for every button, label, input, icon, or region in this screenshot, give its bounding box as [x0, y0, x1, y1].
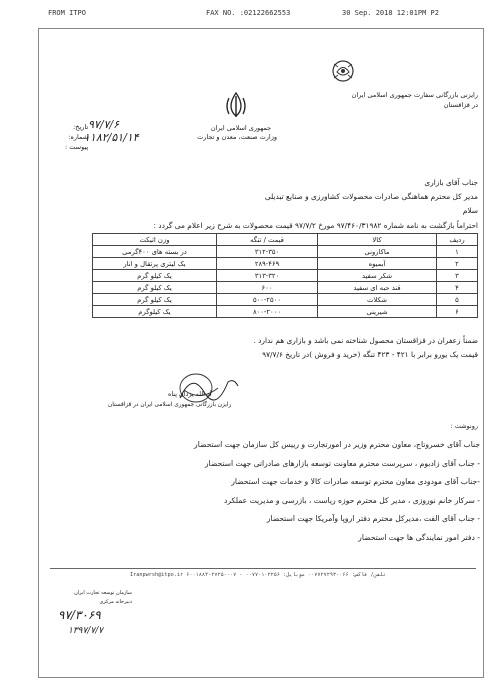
cell-item: ماکارونی: [318, 246, 437, 258]
cc-label: رونوشت :: [450, 422, 478, 430]
right-org-line1: رایزنی بازرگانی سفارت جمهوری اسلامی ایران: [351, 91, 478, 99]
cc-list: [194, 436, 480, 547]
fax-date: 30 Sep. 2018 12:01PM P2: [342, 9, 439, 17]
col-header-price: قیمت / تنگه: [217, 234, 318, 246]
cell-weight: یک کیلو گرم: [93, 270, 217, 282]
cell-weight: یک کیلو گرم: [93, 282, 217, 294]
cc-item: - سرکار خانم نوروزی ، مدیر کل محترم حوزه ریاست ، بازرسی و مدیریت عملکرد: [223, 495, 480, 505]
handwritten-date: ۹۷/۷/۶: [88, 118, 120, 131]
cell-price: ۶۰۰: [217, 282, 318, 294]
recipient-name: جناب آقای بازاری: [424, 178, 478, 187]
cell-weight: یک کیلو گرم: [93, 294, 217, 306]
cell-price: ۳۱۳-۳۲۰: [217, 270, 318, 282]
center-org-line1: جمهوری اسلامی ایران: [210, 124, 272, 132]
cell-item: شکلات: [318, 294, 437, 306]
table-row: [93, 258, 478, 270]
signatory-name: آد الله یزدان پناه: [168, 390, 212, 398]
iran-emblem-icon: [220, 90, 252, 120]
cell-row-number: ۶: [437, 306, 478, 318]
right-org-heading: [352, 90, 478, 110]
fax-number: FAX NO. :02122662553: [206, 9, 291, 17]
stamp-org: سازمان توسعه تجارت ایران: [74, 590, 132, 596]
itpo-emblem-icon: [330, 58, 356, 84]
right-org-line2: در قزاقستان: [443, 101, 478, 109]
footer-divider: [50, 568, 476, 569]
fax-header: [0, 6, 500, 20]
table-row: [93, 246, 478, 258]
cell-price: ۳۱۲-۳۵۰: [217, 246, 318, 258]
cell-item: شکر سفید: [318, 270, 437, 282]
center-org-line2: وزارت صنعت، معدن و تجارت: [197, 133, 277, 141]
footer-contact: Iranpwrsh@itpo.ir تلفن/ فاکس: ۰۰۷۷۲۷۲۹۳۰۰۶۶ موبایل: ۰۰۷۷۰۱۰۲۲۵۶ - ۰۰۷-۲۷۲۵-۶۰۰۱۸۸۴: [130, 572, 387, 578]
cell-weight: یک کیلوگرم: [93, 306, 217, 318]
col-header-row: ردیف: [437, 234, 478, 246]
table-row: [93, 270, 478, 282]
note-euro-rate: قیمت یک یورو برابر با ۴۲۱ - ۴۲۳ تنگه (خرید و فروش )در تاریخ ۹۷/۷/۶: [262, 350, 478, 359]
note-saffron: ضمناً زعفران در قزاقستان محصول شناخته نمی باشد و بازاری هم ندارد .: [253, 336, 478, 345]
signatory-title: رایزن بازرگانی جمهوری اسلامی ایران در قزاقستان: [108, 402, 232, 408]
number-label: شماره:: [68, 133, 89, 141]
fax-from: FROM ITPO: [48, 9, 86, 17]
table-row: [93, 294, 478, 306]
cell-row-number: ۵: [437, 294, 478, 306]
cell-price: ۵۰۰-۲۵۰۰: [217, 294, 318, 306]
cell-row-number: ۴: [437, 282, 478, 294]
col-header-item: کالا: [318, 234, 437, 246]
cc-item: - جناب آقای الفت ،مدیرکل محترم دفتر اروپا وآمریکا جهت استحضار: [266, 514, 480, 523]
cc-item: - جناب آقای زادبوم ، سرپرست محترم معاونت توسعه بازارهای صادراتی جهت استحضار: [204, 458, 480, 468]
cc-item: - دفتر امور نمایندگی ها جهت استحضار: [358, 532, 480, 542]
col-header-weight: وزن اتیکت: [93, 234, 217, 246]
handwritten-number: ۱۱۸۲/۵۱/۱۴: [84, 131, 139, 144]
intro-text: احتراماً بازگشت به نامه شماره ۹۷/۴۶۰/۳۱۹۸۲ مورخ ۹۷/۷/۲ قیمت محصولات به شرح زیر اعلام می گردد :: [153, 221, 478, 230]
center-org-heading: [197, 124, 277, 142]
table-row: [93, 306, 478, 318]
receipt-stamp: [54, 590, 132, 650]
table-row: [93, 282, 478, 294]
table-header-row: [93, 234, 478, 246]
salutation: سلام: [462, 206, 478, 215]
cell-item: قند حبه ای سفید: [318, 282, 437, 294]
cc-item: -جناب آقای مودودی معاون محترم توسعه صادرات کالا و خدمات جهت استحضار: [231, 477, 480, 486]
cell-row-number: ۱: [437, 246, 478, 258]
recipient-title: مدیر کل محترم هماهنگی صادرات محصولات کشاورزی و صنایع تبدیلی: [264, 192, 478, 201]
cc-item: جناب آقای خسروتاج، معاون محترم وزیر در امورتجارت و رییس کل سازمان جهت استحضار: [194, 440, 480, 449]
stamp-date: ۱۳۹۷/۷/۷: [68, 626, 104, 636]
price-table: [92, 233, 478, 318]
date-label: تاریخ:: [73, 123, 89, 131]
cell-item: آبمیوه: [318, 258, 437, 270]
stamp-number: ۹۷/۳۰۶۹: [58, 608, 101, 622]
cell-row-number: ۳: [437, 270, 478, 282]
cell-price: ۸۰۰-۲۰۰۰: [217, 306, 318, 318]
stamp-dept: دبیرخانه مرکزی: [99, 599, 132, 605]
cell-weight: در بسته های ۴۰۰گرمی: [93, 246, 217, 258]
cell-item: شیرینی: [318, 306, 437, 318]
attachment-label: پیوست :: [65, 143, 89, 151]
cell-row-number: ۲: [437, 258, 478, 270]
cell-weight: یک لیتری پرتقال و انار: [93, 258, 217, 270]
cell-price: ۲۸۹-۴۶۹: [217, 258, 318, 270]
